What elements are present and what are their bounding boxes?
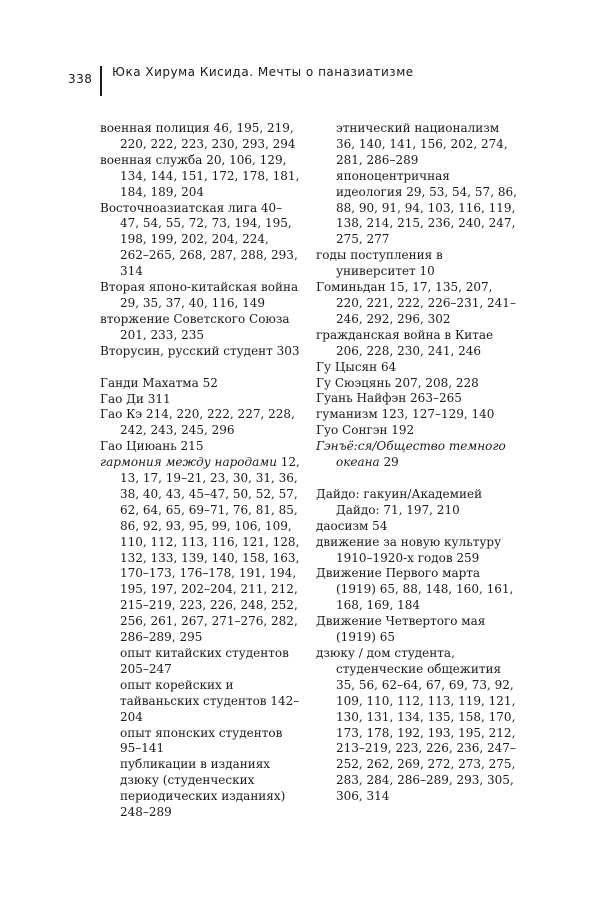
index-entry-pages: 29: [379, 455, 399, 470]
running-title: Юка Хирума Кисида. Мечты о паназиатизме: [112, 65, 414, 79]
index-entry: [100, 455, 300, 646]
index-subentry: японоцентричная идеология 29, 53, 54, 57, 86, 88, 90, 91, 94, 103, 116, 119, 138, 214, 215, 236, 240, 247, 275, 277: [336, 168, 517, 247]
index-entry: Гуань Найфэн 263–265: [316, 391, 462, 406]
index-entry: Вторусин, русский студент 303: [100, 343, 300, 358]
index-entry: Гао Ди 311: [100, 391, 171, 406]
index-entry: Гао Циюань 215: [100, 439, 204, 454]
index-subentry: опыт японских студентов 95–141: [120, 725, 283, 756]
index-section-gap: [100, 360, 300, 376]
index-entry: Дайдо: гакуин/Академией Дайдо: 71, 197, 210: [316, 486, 483, 517]
index-entry-italic-term: гармония между народами: [100, 455, 277, 470]
index-entry: вторжение Советского Союза 201, 233, 235: [100, 311, 290, 342]
header-divider: [100, 66, 102, 96]
index-entry: [316, 439, 520, 471]
index-entry: Ганди Махатма 52: [100, 375, 218, 390]
index-subentry: публикации в изданиях дзюку (студенческих периодических изданиях) 248–289: [120, 757, 286, 820]
index-entry: Гоминьдан 15, 17, 135, 207, 220, 221, 222, 226–231, 241–246, 292, 296, 302: [316, 280, 516, 326]
index-entry: гражданская война в Китае 206, 228, 230, 241, 246: [316, 327, 494, 358]
index-column-right: [316, 121, 520, 805]
index-entry: даосизм 54: [316, 518, 388, 533]
index-entry-pages: 12, 13, 17, 19–21, 23, 30, 31, 36, 38, 40, 43, 45–47, 50, 52, 57, 62, 64, 65, 69–71, 76, 81, 85, 86, 92, 93, 95, 99, 106, 109, 110, 112, 113, 116, 121, 128, 132, 133, 139, 140, 158, 163, 170–173, 176–178, 191, 194, 195, 197, 202–204, 211, 212, 215–219, 223, 226, 248, 252, 256, 261, 267, 271–276, 282, 286–289, 295: [120, 455, 300, 645]
index-subentry: опыт китайских студентов 205–247: [120, 646, 289, 676]
index-entry: Восточноазиатская лига 40–47, 54, 55, 72, 73, 194, 195, 198, 199, 202, 204, 224, 262–265, 268, 287, 288, 293, 314: [100, 200, 298, 279]
index-entry: Движение Четвертого мая (1919) 65: [316, 614, 486, 645]
index-section-gap: [316, 471, 520, 487]
index-entry: Гао Кэ 214, 220, 222, 227, 228, 242, 243, 245, 296: [100, 407, 295, 438]
index-subentry: этнический национализм 36, 140, 141, 156, 202, 274, 281, 286–289: [336, 121, 508, 167]
index-entry: Гу Сюэцянь 207, 208, 228: [316, 375, 479, 390]
index-column-left: [100, 121, 300, 821]
index-entry: дзюку / дом студента, студенческие общежития 35, 56, 62–64, 67, 69, 73, 92, 109, 110, 112, 113, 119, 121, 130, 131, 134, 135, 158, 170, 173, 178, 192, 193, 195, 212, 213–219, 223, 226, 236, 247–252, 262, 269, 272, 273, 275, 283, 284, 286–289, 293, 305, 306, 314: [316, 646, 516, 804]
index-entry: военная служба 20, 106, 129, 134, 144, 151, 172, 178, 181, 184, 189, 204: [100, 152, 300, 199]
index-entry: гуманизм 123, 127–129, 140: [316, 407, 495, 422]
index-entry: годы поступления в университет 10: [316, 248, 443, 279]
page-number: 338: [68, 72, 93, 86]
index-subentry: опыт корейских и тайваньских студентов 142–204: [120, 677, 300, 724]
index-entry: Гу Цысян 64: [316, 359, 397, 374]
page-header: [68, 72, 96, 86]
index-entry: Движение Первого марта (1919) 65, 88, 148, 160, 161, 168, 169, 184: [316, 566, 514, 613]
index-entry-italic-term: Гэнъё:ся/Общество темного океана: [316, 439, 506, 470]
index-entry: Гуо Сонгэн 192: [316, 423, 415, 438]
index-entry: военная полиция 46, 195, 219, 220, 222, 223, 230, 293, 294: [100, 121, 296, 151]
index-entry: Вторая японо-китайская война 29, 35, 37, 40, 116, 149: [100, 280, 299, 310]
index-entry: движение за новую культуру 1910–1920-х годов 259: [316, 534, 502, 565]
